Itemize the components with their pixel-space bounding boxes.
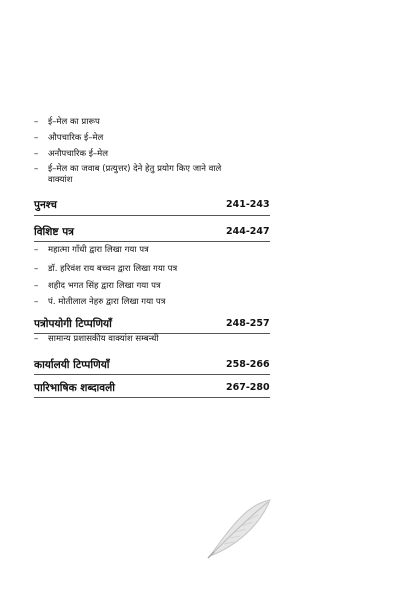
list-item: – डॉ. हरिवंश राय बच्चन द्वारा लिखा गया पत्र bbox=[34, 264, 178, 274]
list-item: – सामान्य प्रशासकीय वाक्यांश सम्बन्धी bbox=[34, 334, 159, 344]
list-item: – पं. मोतीलाल नेहरु द्वारा लिखा गया पत्र bbox=[34, 297, 166, 307]
page-range: 241-243 bbox=[226, 199, 270, 210]
section-title: पत्रोपयोगी टिप्पणियाँ bbox=[34, 318, 112, 330]
list-item: – अनौपचारिक ई–मेल bbox=[34, 149, 109, 159]
list-item: – शहीद भगत सिंह द्वारा लिखा गया पत्र bbox=[34, 281, 161, 291]
list-item: – ई–मेल का प्रारूप bbox=[34, 117, 100, 127]
list-item: – महात्मा गाँधी द्वारा लिखा गया पत्र bbox=[34, 245, 149, 255]
list-item: – औपचारिक ई–मेल bbox=[34, 133, 104, 143]
quill-feather-icon bbox=[204, 498, 274, 560]
section-title: कार्यालयी टिप्पणियाँ bbox=[34, 359, 110, 371]
section-title: पुनश्च bbox=[34, 199, 57, 211]
page-range: 267-280 bbox=[226, 382, 270, 393]
divider bbox=[34, 215, 270, 216]
list-item: – ई–मेल का जवाब (प्रत्युत्तर) देने हेतु प्रयोग किए जाने वाले वाक्यांश bbox=[34, 164, 222, 185]
divider bbox=[34, 374, 270, 375]
page-range: 248-257 bbox=[226, 318, 270, 329]
divider bbox=[34, 241, 270, 242]
page-range: 244-247 bbox=[226, 226, 270, 237]
section-title: पारिभाषिक शब्दावली bbox=[34, 382, 115, 394]
divider bbox=[34, 397, 270, 398]
page-range: 258-266 bbox=[226, 359, 270, 370]
section-title: विशिष्ट पत्र bbox=[34, 226, 74, 238]
